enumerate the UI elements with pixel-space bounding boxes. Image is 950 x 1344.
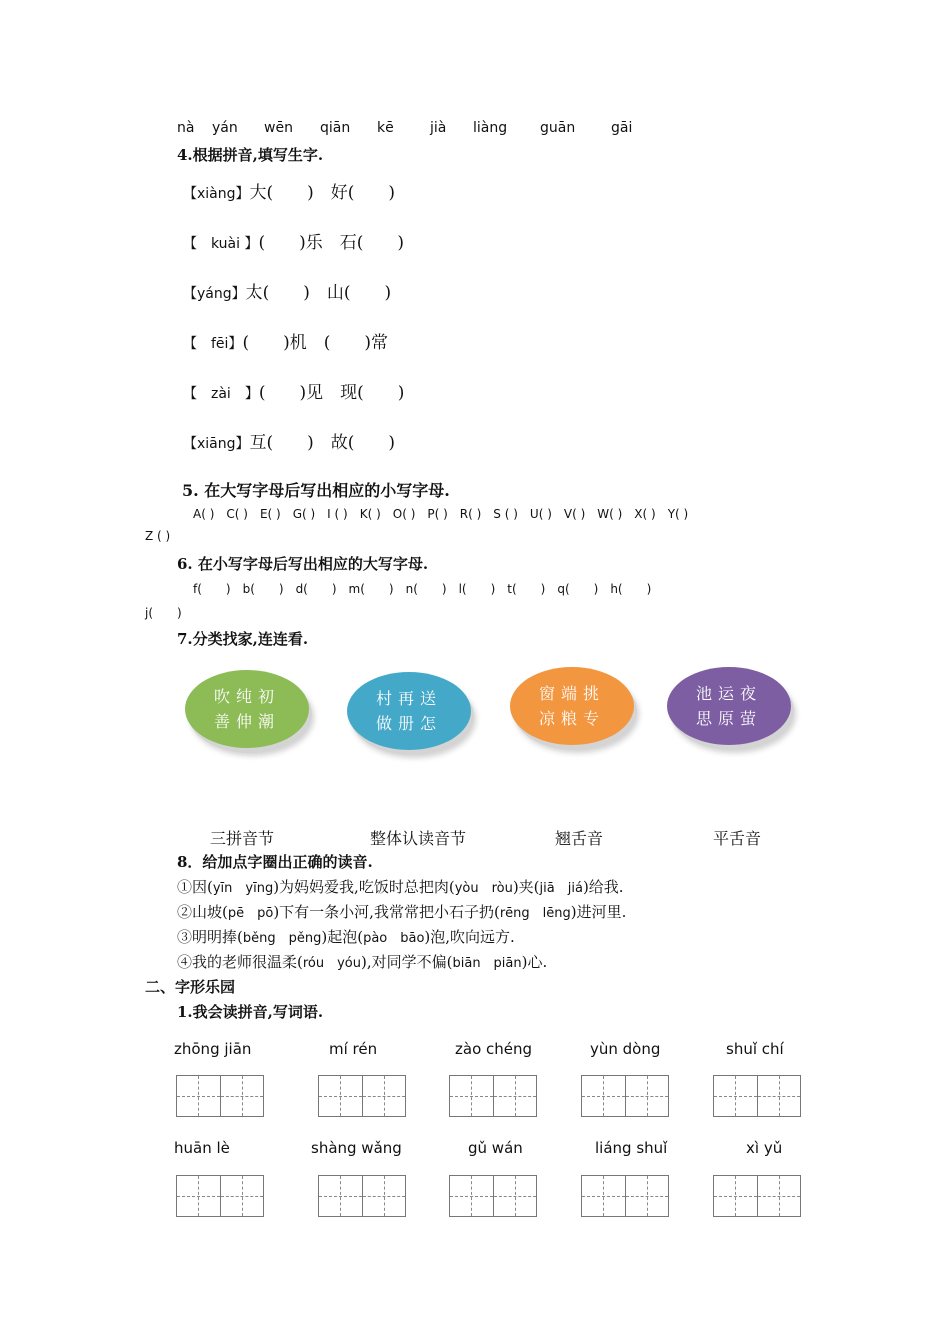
q8-sentence-3	[177, 926, 515, 947]
writing-grid[interactable]	[318, 1075, 406, 1117]
sentence-text: )为妈妈爱我,吃饭时总把肉(	[273, 878, 455, 896]
word-pinyin: gǔ wán	[468, 1139, 523, 1157]
q4-row	[183, 178, 395, 203]
q4-blank-b[interactable]: 石( )	[339, 233, 404, 253]
sentence-text: ②山坡(	[177, 903, 228, 921]
category-label[interactable]: 三拼音节	[210, 829, 275, 848]
sentence-text: ③明明捧(	[177, 928, 243, 946]
sentence-text: ①因(	[177, 878, 213, 896]
sentence-text: )进河里.	[570, 903, 627, 921]
q4-blank-a[interactable]: ( )机	[242, 333, 307, 353]
q4-pinyin: 【yáng】	[183, 286, 246, 302]
q4-row	[183, 328, 388, 353]
writing-grid[interactable]	[581, 1175, 669, 1217]
q4-pinyin: 【 kuài 】	[183, 236, 259, 252]
word-pinyin: liáng shuǐ	[595, 1139, 668, 1157]
writing-grid[interactable]	[176, 1175, 264, 1217]
q6-title: 6. 在小写字母后写出相应的大写字母.	[177, 555, 429, 573]
oval-text: 做册怎	[375, 714, 442, 733]
q8-title: 8．给加点字圈出正确的读音.	[177, 853, 373, 871]
pinyin: kē	[377, 120, 394, 136]
oval-text: 村再送	[375, 689, 442, 708]
q4-blank-a[interactable]: 大( )	[249, 183, 314, 203]
q4-blank-a[interactable]: 互( )	[249, 433, 314, 453]
pinyin: jià	[430, 120, 447, 136]
q8-sentence-1	[177, 876, 624, 897]
word-pinyin: zào chéng	[455, 1040, 533, 1058]
q4-blank-b[interactable]: 山( )	[326, 283, 392, 303]
pinyin-choice[interactable]: rēng lēng	[499, 906, 571, 921]
category-label[interactable]: 整体认读音节	[370, 829, 467, 848]
q4-title: 4.根据拼音,填写生字.	[177, 146, 324, 164]
pinyin-choice[interactable]: biān piān	[452, 956, 522, 971]
q8-sentence-4	[177, 951, 547, 972]
sentence-text: )起泡(	[321, 928, 364, 946]
writing-grid[interactable]	[449, 1175, 537, 1217]
oval-group-1[interactable]	[185, 670, 309, 748]
q5-line2[interactable]: Z ( )	[145, 529, 171, 543]
sentence-text: )心.	[521, 953, 548, 971]
q4-blank-a[interactable]: ( )乐	[258, 233, 323, 253]
word-pinyin: xì yǔ	[746, 1139, 783, 1157]
oval-text: 凉粮专	[538, 709, 605, 728]
q4-row	[183, 428, 395, 453]
q5-title: 5. 在大写字母后写出相应的小写字母.	[182, 481, 450, 500]
q4-blank-b[interactable]: ( )常	[323, 333, 388, 353]
writing-grid[interactable]	[581, 1075, 669, 1117]
pinyin-choice[interactable]: pē pō	[227, 906, 274, 921]
q4-row	[183, 228, 404, 253]
pinyin: guān	[540, 120, 576, 136]
pinyin: qiān	[320, 120, 351, 136]
sentence-text: )给我.	[582, 878, 624, 896]
word-pinyin: yùn dòng	[590, 1040, 661, 1058]
section2-q1-title: 1.我会读拼音,写词语.	[177, 1003, 324, 1021]
oval-group-2[interactable]	[347, 672, 471, 750]
category-label[interactable]: 平舌音	[713, 829, 762, 848]
q4-blank-b[interactable]: 现( )	[340, 383, 405, 403]
sentence-text: ④我的老师很温柔(	[177, 953, 303, 971]
pinyin: nà	[177, 120, 195, 136]
writing-grid[interactable]	[176, 1075, 264, 1117]
pinyin-choice[interactable]: běng pěng	[242, 931, 322, 946]
q7-title: 7.分类找家,连连看.	[177, 630, 309, 648]
q4-row	[183, 378, 404, 403]
q4-blank-a[interactable]: ( )见	[258, 383, 324, 403]
sentence-text: )泡,吹向远方.	[424, 928, 515, 946]
q6-line1[interactable]: f( ) b( ) d( ) m( ) n( ) l( ) t( ) q( ) h( )	[193, 582, 652, 596]
q4-pinyin: 【 fēi】	[183, 336, 243, 352]
writing-grid[interactable]	[713, 1175, 801, 1217]
word-pinyin: shuǐ chí	[726, 1040, 784, 1058]
oval-group-3[interactable]	[510, 667, 634, 745]
oval-text: 思原萤	[695, 709, 762, 728]
oval-text: 吹纯初	[213, 687, 280, 706]
oval-text: 善伸潮	[213, 712, 280, 731]
oval-text: 窗端挑	[538, 684, 605, 703]
q4-blank-b[interactable]: 好( )	[330, 183, 396, 203]
writing-grid[interactable]	[449, 1075, 537, 1117]
word-pinyin: mí rén	[329, 1040, 378, 1058]
word-pinyin: huān lè	[174, 1139, 230, 1157]
pinyin: gāi	[611, 120, 633, 136]
sentence-text: )夹(	[512, 878, 540, 896]
oval-group-4[interactable]	[667, 667, 791, 745]
pinyin-choice[interactable]: yòu ròu	[454, 881, 513, 896]
pinyin: wēn	[264, 120, 293, 136]
sentence-text: ),对同学不偏(	[361, 953, 453, 971]
section2-title: 二、字形乐园	[145, 978, 236, 996]
pinyin-choice[interactable]: yīn yīng	[212, 881, 274, 896]
q4-row	[183, 278, 391, 303]
q5-line1[interactable]: A( ) C( ) E( ) G( ) I ( ) K( ) O( ) P( ) R( ) S ( ) U( ) V( ) W( ) X( ) Y( )	[193, 507, 689, 521]
category-label[interactable]: 翘舌音	[555, 829, 604, 848]
q4-pinyin: 【xiāng】	[183, 436, 250, 452]
pinyin-choice[interactable]: róu yóu	[302, 956, 361, 971]
q6-line2[interactable]: j( )	[145, 606, 182, 620]
word-pinyin: shàng wǎng	[311, 1139, 402, 1157]
writing-grid[interactable]	[318, 1175, 406, 1217]
q4-blank-a[interactable]: 太( )	[245, 283, 310, 303]
pinyin-choice[interactable]: pào bāo	[363, 931, 425, 946]
q4-pinyin: 【 zài 】	[183, 386, 259, 402]
pinyin: liàng	[473, 120, 508, 136]
q4-pinyin: 【xiàng】	[183, 186, 250, 202]
q4-blank-b[interactable]: 故( )	[330, 433, 396, 453]
word-pinyin: zhōng jiān	[174, 1040, 252, 1058]
sentence-text: )下有一条小河,我常常把小石子扔(	[273, 903, 500, 921]
oval-text: 池运夜	[695, 684, 762, 703]
writing-grid[interactable]	[713, 1075, 801, 1117]
pinyin: yán	[212, 120, 238, 136]
q8-sentence-2	[177, 901, 626, 922]
pinyin-choice[interactable]: jiā jiá	[539, 881, 583, 896]
